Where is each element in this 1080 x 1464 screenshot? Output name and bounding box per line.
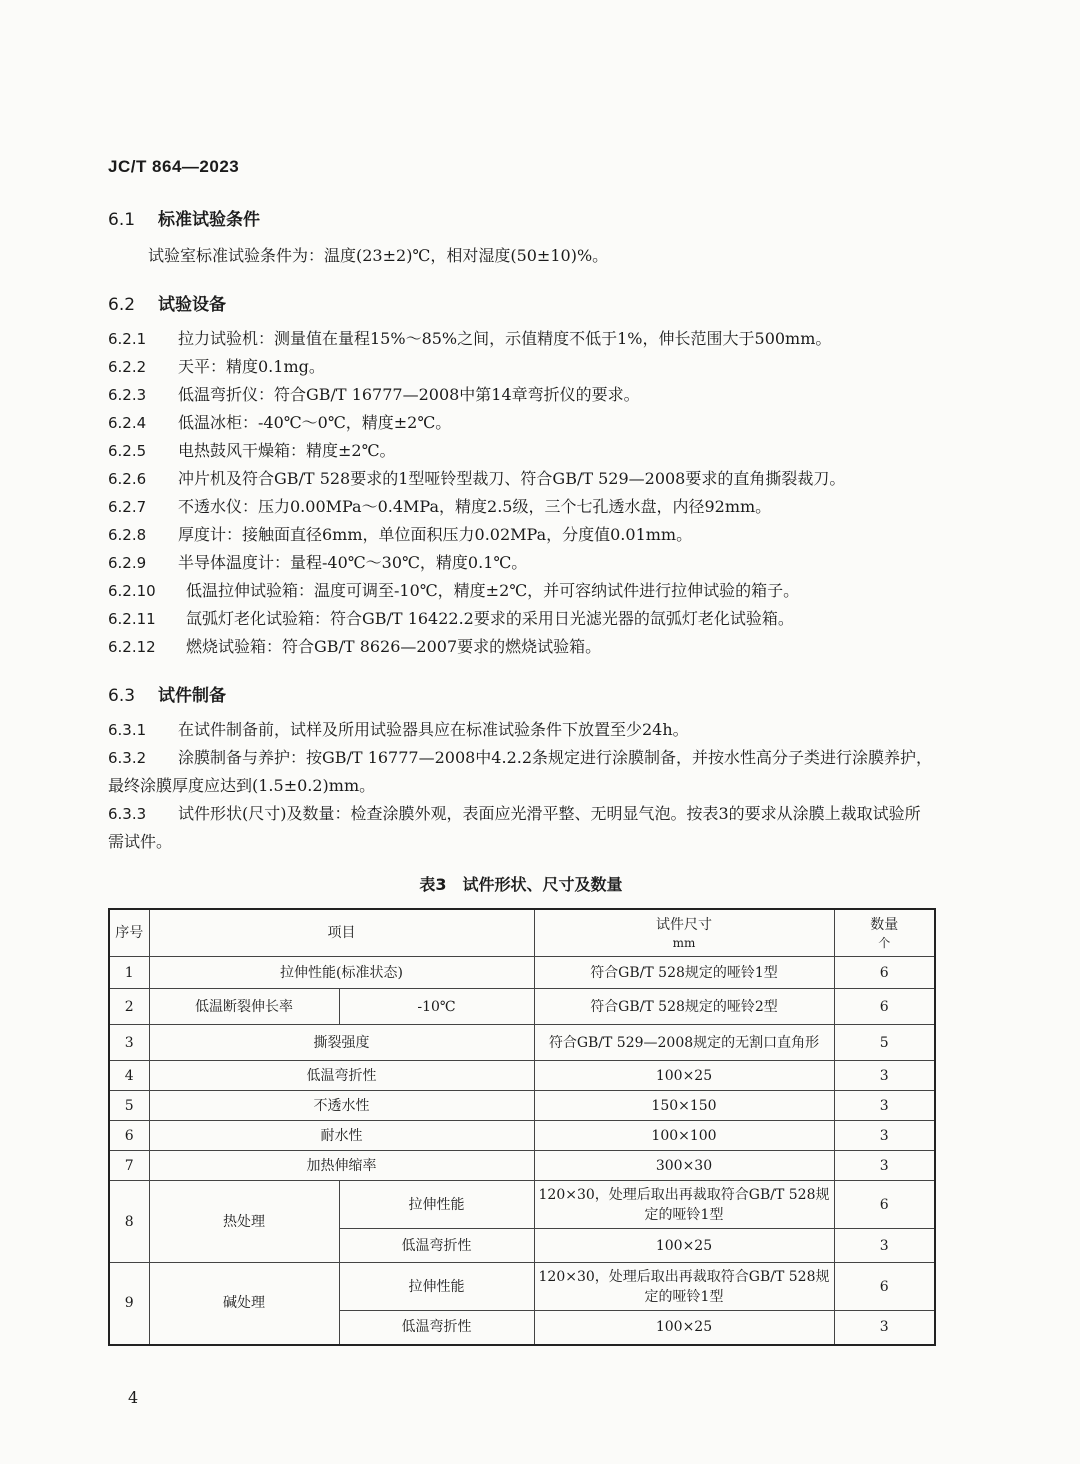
section-number: 6.2 <box>108 295 136 315</box>
clause-text: 涂膜制备与养护：按GB/T 16777—2008中4.2.2条规定进行涂膜制备，并按水性高分子类进行涂膜养护，最终涂膜厚度应达到(1.5±0.2)mm。 <box>108 748 933 795</box>
clause-text: 氙弧灯老化试验箱：符合GB/T 16422.2要求的采用日光滤光器的氙弧灯老化试验箱。 <box>186 609 794 628</box>
cell-item: 低温弯折性 <box>149 1061 534 1091</box>
clause-number: 6.2.12 <box>108 638 156 656</box>
table-row <box>109 957 935 989</box>
clause-text: 不透水仪：压力0.00MPa～0.4MPa，精度2.5级，三个七孔透水盘，内径92mm。 <box>178 497 772 516</box>
header-no: 序号 <box>109 909 149 957</box>
cell-size: 100×25 <box>534 1061 834 1091</box>
section-number: 6.1 <box>108 210 136 230</box>
cell-subitem: 低温弯折性 <box>339 1229 534 1263</box>
clause-6-2-10 <box>108 577 934 605</box>
clause-text: 低温拉伸试验箱：温度可调至-10℃，精度±2℃，并可容纳试件进行拉伸试验的箱子。 <box>186 581 800 600</box>
clause-number: 6.2.4 <box>108 414 147 432</box>
cell-qty: 3 <box>834 1091 935 1121</box>
cell-size: 符合GB/T 528规定的哑铃2型 <box>534 989 834 1025</box>
clause-6-2-9 <box>108 549 934 577</box>
header-size <box>534 909 834 957</box>
section-title: 试件制备 <box>158 686 226 706</box>
section-title: 试验设备 <box>158 295 226 315</box>
clause-number: 6.2.9 <box>108 554 147 572</box>
clause-6-2-7 <box>108 493 934 521</box>
cell-size: 100×100 <box>534 1121 834 1151</box>
cell-item: 热处理 <box>149 1181 339 1263</box>
clause-6-2-6 <box>108 465 934 493</box>
table-caption: 表3 试件形状、尺寸及数量 <box>419 875 623 894</box>
clause-number: 6.3.2 <box>108 749 147 767</box>
cell-no: 4 <box>109 1061 149 1091</box>
clause-6-3-2 <box>108 744 934 800</box>
clause-text: 低温冰柜：-40℃～0℃，精度±2℃。 <box>178 413 452 432</box>
section-number: 6.3 <box>108 686 136 706</box>
clause-text: 拉力试验机：测量值在量程15%～85%之间，示值精度不低于1%，伸长范围大于500mm。 <box>178 329 832 348</box>
section-title: 标准试验条件 <box>158 210 260 230</box>
cell-no: 7 <box>109 1151 149 1181</box>
section-6-3-heading <box>108 681 226 706</box>
clause-6-2-11 <box>108 605 934 633</box>
cell-qty: 6 <box>834 957 935 989</box>
cell-qty: 6 <box>834 1263 935 1311</box>
table-row <box>109 1151 935 1181</box>
clause-text: 电热鼓风干燥箱：精度±2℃。 <box>178 441 396 460</box>
clause-text: 燃烧试验箱：符合GB/T 8626—2007要求的燃烧试验箱。 <box>186 637 602 656</box>
clause-number: 6.2.11 <box>108 610 156 628</box>
cell-size: 150×150 <box>534 1091 834 1121</box>
clause-number: 6.2.2 <box>108 358 147 376</box>
clause-number: 6.2.10 <box>108 582 156 600</box>
clause-number: 6.2.6 <box>108 470 147 488</box>
page-number: 4 <box>128 1388 139 1407</box>
cell-qty: 3 <box>834 1061 935 1091</box>
cell-no: 3 <box>109 1025 149 1061</box>
clause-6-2-12 <box>108 633 934 661</box>
cell-size: 符合GB/T 529—2008规定的无割口直角形 <box>534 1025 834 1061</box>
cell-no: 5 <box>109 1091 149 1121</box>
clause-text: 试件形状(尺寸)及数量：检查涂膜外观，表面应光滑平整、无明显气泡。按表3的要求从涂膜上裁取试验所需试件。 <box>108 804 921 851</box>
cell-item: 不透水性 <box>149 1091 534 1121</box>
cell-size: 120×30，处理后取出再裁取符合GB/T 528规定的哑铃1型 <box>534 1181 834 1229</box>
clause-6-2-4 <box>108 409 934 437</box>
clause-6-2-1 <box>108 325 934 353</box>
clause-text: 低温弯折仪：符合GB/T 16777—2008中第14章弯折仪的要求。 <box>178 385 640 404</box>
cell-qty: 3 <box>834 1229 935 1263</box>
standard-number: JC/T 864—2023 <box>108 157 240 176</box>
table-row <box>109 1025 935 1061</box>
table-row <box>109 1121 935 1151</box>
cell-qty: 5 <box>834 1025 935 1061</box>
cell-size: 符合GB/T 528规定的哑铃1型 <box>534 957 834 989</box>
cell-no: 6 <box>109 1121 149 1151</box>
clause-6-2-8 <box>108 521 934 549</box>
clause-6-3-1 <box>108 716 934 744</box>
clause-text: 在试件制备前，试样及所用试验器具应在标准试验条件下放置至少24h。 <box>178 720 689 739</box>
clause-text: 半导体温度计：量程-40℃～30℃，精度0.1℃。 <box>178 553 528 572</box>
table-header-row <box>109 909 935 957</box>
clause-number: 6.2.8 <box>108 526 147 544</box>
cell-item: 撕裂强度 <box>149 1025 534 1061</box>
header-size-label: 试件尺寸 <box>656 917 712 933</box>
table-row <box>109 1263 935 1311</box>
section-6-1-text: 试验室标准试验条件为：温度(23±2)℃，相对湿度(50±10)%。 <box>148 246 609 265</box>
header-qty-label: 数量 <box>870 917 899 933</box>
cell-subitem: 拉伸性能 <box>339 1263 534 1311</box>
cell-qty: 3 <box>834 1311 935 1345</box>
header-qty-unit: 个 <box>878 936 891 950</box>
cell-no: 9 <box>109 1263 149 1345</box>
clause-6-2-5 <box>108 437 934 465</box>
clause-number: 6.2.3 <box>108 386 147 404</box>
clause-6-2-3 <box>108 381 934 409</box>
cell-qty: 6 <box>834 989 935 1025</box>
clause-number: 6.2.1 <box>108 330 147 348</box>
clause-number: 6.3.1 <box>108 721 147 739</box>
cell-subitem: 拉伸性能 <box>339 1181 534 1229</box>
cell-no: 2 <box>109 989 149 1025</box>
cell-item: 加热伸缩率 <box>149 1151 534 1181</box>
cell-item: 碱处理 <box>149 1263 339 1345</box>
cell-item: 拉伸性能(标准状态) <box>149 957 534 989</box>
cell-qty: 6 <box>834 1181 935 1229</box>
specimen-table <box>108 908 936 1346</box>
cell-size: 120×30，处理后取出再裁取符合GB/T 528规定的哑铃1型 <box>534 1263 834 1311</box>
cell-no: 8 <box>109 1181 149 1263</box>
cell-item: 耐水性 <box>149 1121 534 1151</box>
cell-qty: 3 <box>834 1121 935 1151</box>
table-row <box>109 1061 935 1091</box>
section-6-2-heading <box>108 290 226 315</box>
cell-subitem: -10℃ <box>339 989 534 1025</box>
cell-size: 100×25 <box>534 1229 834 1263</box>
clause-6-3-3 <box>108 800 934 856</box>
clause-number: 6.2.7 <box>108 498 147 516</box>
cell-subitem: 低温弯折性 <box>339 1311 534 1345</box>
header-size-unit: mm <box>672 936 696 950</box>
clause-text: 天平：精度0.1mg。 <box>178 357 325 376</box>
cell-item: 低温断裂伸长率 <box>149 989 339 1025</box>
clause-number: 6.2.5 <box>108 442 147 460</box>
header-qty <box>834 909 935 957</box>
clause-text: 冲片机及符合GB/T 528要求的1型哑铃型裁刀、符合GB/T 529—2008要求的直角撕裂裁刀。 <box>178 469 846 488</box>
clause-text: 厚度计：接触面直径6mm，单位面积压力0.02MPa，分度值0.01mm。 <box>178 525 693 544</box>
cell-size: 300×30 <box>534 1151 834 1181</box>
section-6-1-heading <box>108 205 260 230</box>
clause-6-2-2 <box>108 353 934 381</box>
table-row <box>109 1181 935 1229</box>
cell-size: 100×25 <box>534 1311 834 1345</box>
cell-no: 1 <box>109 957 149 989</box>
header-item: 项目 <box>149 909 534 957</box>
table-row <box>109 1091 935 1121</box>
clause-number: 6.3.3 <box>108 805 147 823</box>
table-row <box>109 989 935 1025</box>
cell-qty: 3 <box>834 1151 935 1181</box>
